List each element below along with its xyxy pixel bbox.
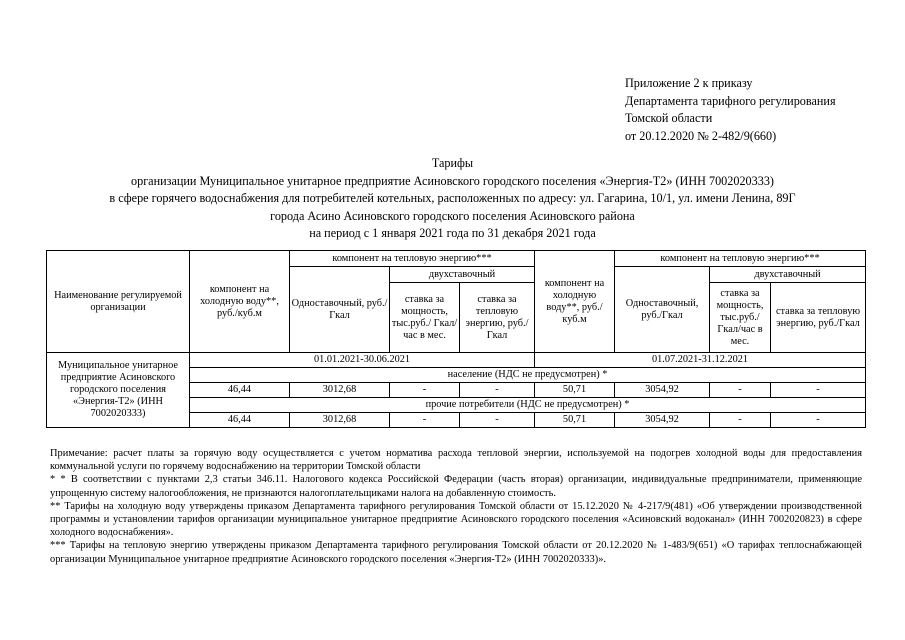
header-capacity-rate-p1: ставка за мощность, тыс.руб./ Гкал/час в мес. xyxy=(390,283,460,353)
value-cell: - xyxy=(771,383,866,398)
title-line: на период с 1 января 2021 года по 31 декабря 2021 года xyxy=(309,226,596,240)
note-general: Примечание: расчет платы за горячую воду осуществляется с учетом норматива расхода тепловой энергии, используемой на подогрев холодной воды для предоставления коммунальной услуги по горячему водоснабжению на территории Томской области xyxy=(50,448,862,473)
header-single-rate-p2: Одноставочный, руб./Гкал xyxy=(615,267,710,353)
footnotes xyxy=(50,447,862,566)
value-cell: 50,71 xyxy=(535,383,615,398)
appendix-line: от 20.12.2020 № 2-482/9(660) xyxy=(625,128,777,143)
note-vat: * * В соответствии с пунктами 2,3 статьи 346.11. Налогового кодекса Российской Федерации (часть вторая) организации, индивидуальные предприниматели, применяющие упрощенную систему налогообложения, не признаются налогоплательщиками налога на добавленную стоимость. xyxy=(50,474,862,499)
value-cell: 3054,92 xyxy=(615,413,710,428)
header-cold-water-p1: компонент на холодную воду**, руб./куб.м xyxy=(190,251,290,353)
value-cell: 46,44 xyxy=(190,413,290,428)
value-cell: 50,71 xyxy=(535,413,615,428)
organization-name: Муниципальное унитарное предприятие Асиновского городского поселения «Энергия-Т2» (ИНН 7002020333) xyxy=(47,353,190,428)
value-cell: 3012,68 xyxy=(290,383,390,398)
title-heading: Тарифы xyxy=(431,156,474,170)
title-line: в сфере горячего водоснабжения для потребителей котельных, расположенных по адресу: ул. Гагарина, 10/1, ул. имени Ленина, 89Г xyxy=(109,191,796,205)
header-org-name: Наименование регулируемой организации xyxy=(47,251,190,353)
header-cold-water-p2: компонент на холодную воду**, руб./куб.м xyxy=(535,251,615,353)
group-label-other-consumers: прочие потребители (НДС не предусмотрен) * xyxy=(190,398,866,413)
value-cell: - xyxy=(710,413,771,428)
value-cell: 3012,68 xyxy=(290,413,390,428)
header-capacity-rate-p2: ставка за мощность, тыс.руб./ Гкал/час в мес. xyxy=(710,283,771,353)
period-first-half: 01.01.2021-30.06.2021 xyxy=(190,353,535,368)
appendix-line: Приложение 2 к приказу xyxy=(625,76,753,90)
note-cold-water: ** Тарифы на холодную воду утверждены приказом Департамента тарифного регулирования Томской области от 15.12.2020 № 4-217/9(481) «Об утверждении производственной программы и установлении тарифов организации муниципальное унитарное предприятие Асиновского городского поселения «Асиновский водоканал» (ИНН 7002020823) в сфере холодного водоснабжения». xyxy=(50,500,862,539)
header-heat-component-p2: компонент на тепловую энергию*** xyxy=(615,251,866,267)
value-cell: - xyxy=(710,383,771,398)
appendix-line: Департамента тарифного регулирования xyxy=(625,93,836,108)
value-cell: - xyxy=(771,413,866,428)
value-cell: - xyxy=(390,413,460,428)
header-energy-rate-p2: ставка за тепловую энергию, руб./Гкал xyxy=(771,283,866,353)
header-single-rate-p1: Одноставочный, руб./Гкал xyxy=(290,267,390,353)
header-two-rate-p1: двухставочный xyxy=(390,267,535,283)
title-line: организации Муниципальное унитарное предприятие Асиновского городского поселения «Энергия-Т2» (ИНН 7002020333) xyxy=(131,173,774,188)
value-cell: 46,44 xyxy=(190,383,290,398)
tariff-table xyxy=(46,250,866,428)
document-title xyxy=(0,155,905,243)
value-cell: - xyxy=(390,383,460,398)
value-cell: - xyxy=(460,413,535,428)
header-heat-component-p1: компонент на тепловую энергию*** xyxy=(290,251,535,267)
appendix-line: Томской области xyxy=(625,111,713,125)
group-label-population: население (НДС не предусмотрен) * xyxy=(190,368,866,383)
note-heat-energy: *** Тарифы на тепловую энергию утверждены приказом Департамента тарифного регулирования Томской области от 20.12.2020 № 1-483/9(651) «О тарифах теплоснабжающей организации Муниципальное унитарное предприятие Асиновского городского поселения «Энергия-Т2» (ИНН 7002020333)». xyxy=(50,540,862,565)
value-cell: 3054,92 xyxy=(615,383,710,398)
title-line: города Асино Асиновского городского поселения Асиновского района xyxy=(270,208,635,223)
header-two-rate-p2: двухставочный xyxy=(710,267,866,283)
period-second-half: 01.07.2021-31.12.2021 xyxy=(535,353,866,368)
value-cell: - xyxy=(460,383,535,398)
header-energy-rate-p1: ставка за тепловую энергию, руб./Гкал xyxy=(460,283,535,353)
appendix-block xyxy=(625,75,836,145)
